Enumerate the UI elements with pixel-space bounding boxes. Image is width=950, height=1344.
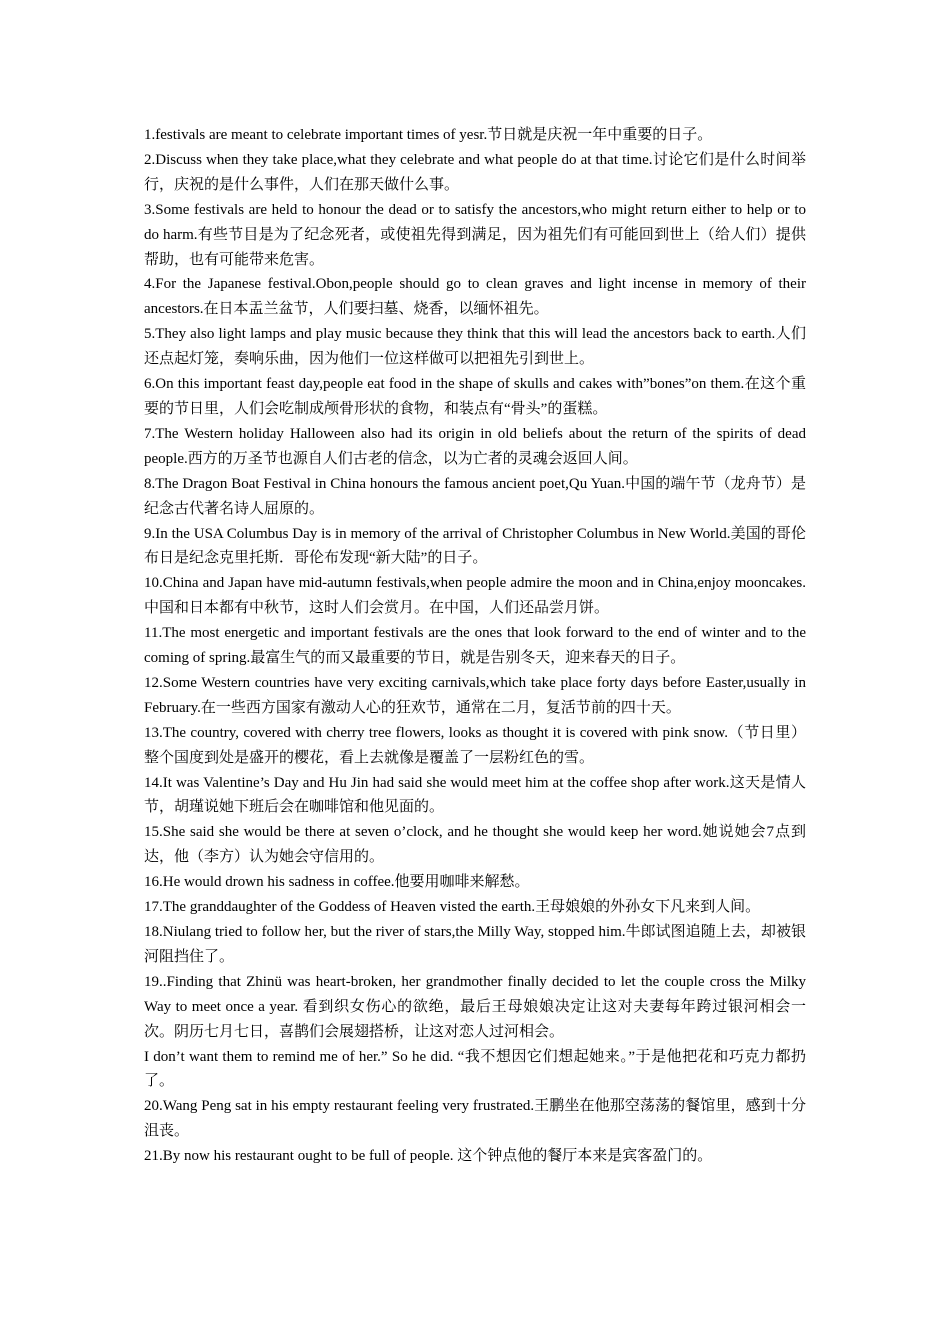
- paragraph-13: 13.The country, covered with cherry tree flowers, looks as thought it is covered with pink snow.（节日里）整个国度到处是盛开的樱花，看上去就像是覆盖了一层粉红色的雪。: [144, 724, 806, 766]
- paragraph-18: 18.Niulang tried to follow her, but the river of stars,the Milly Way, stopped him.牛郎试图追随上去，却被银河阻挡住了。: [144, 924, 806, 965]
- paragraph-5: 5.They also light lamps and play music because they think that this will lead the ancestors back to earth.人们还点起灯笼，奏响乐曲，因为他们一位这样做可以把祖先引到世上。: [144, 326, 806, 368]
- paragraph-14: 14.It was Valentine’s Day and Hu Jin had said she would meet him at the coffee shop after work.这天是情人节，胡瑾说她下班后会在咖啡馆和他见面的。: [144, 774, 806, 816]
- paragraph-3: 3.Some festivals are held to honour the dead or to satisfy the ancestors,who might return either to help or to do harm.有些节目是为了纪念死者，或使祖先得到满足，因为祖先们有可能回到世上（给人们）提供帮助，也有可能带来危害。: [144, 201, 806, 268]
- paragraph-15: 15.She said she would be there at seven o’clock, and he thought she would keep her word.她说她会7点到达，他（李方）认为她会守信用的。: [144, 824, 806, 866]
- paragraph-quote: I don’t want them to remind me of her.” So he did. “我不想因它们想起她来。”于是他把花和巧克力都扔了。: [144, 1048, 806, 1090]
- paragraph-2: 2.Discuss when they take place,what they celebrate and what people do at that time.讨论它们是什么时间举行，庆祝的是什么事件，人们在那天做什么事。: [144, 151, 806, 193]
- paragraph-6: 6.On this important feast day,people eat food in the shape of skulls and cakes with”bones”on them.在这个重要的节日里，人们会吃制成颅骨形状的食物，和装点有“骨头”的蛋糕。: [144, 376, 806, 417]
- paragraph-4: 4.For the Japanese festival.Obon,people should go to clean graves and light incense in memory of their ancestors.在日本盂兰盆节，人们要扫墓、烧香，以缅怀祖先。: [144, 276, 806, 318]
- paragraph-20: 20.Wang Peng sat in his empty restaurant feeling very frustrated.王鹏坐在他那空荡荡的餐馆里，感到十分沮丧。: [144, 1098, 806, 1140]
- paragraph-11: 11.The most energetic and important festivals are the ones that look forward to the end of winter and to the coming of spring.最富生气的而又最重要的节日，就是告别冬天，迎来春天的日子。: [144, 625, 806, 667]
- paragraph-1: 1.festivals are meant to celebrate important times of yesr.节日就是庆祝一年中重要的日子。: [144, 127, 713, 143]
- document-page: [144, 123, 806, 1169]
- paragraph-16: 16.He would drown his sadness in coffee.他要用咖啡来解愁。: [144, 874, 530, 891]
- paragraph-19: 19..Finding that Zhinü was heart-broken, her grandmother finally decided to let the couple cross the Milky Way to meet once a year. 看到织女伤心的欲绝，最后王母娘娘决定让这对夫妻每年跨过银河相会一次。阴历七月七日，喜鹊们会展翅搭桥，让这对恋人过河相会。: [144, 973, 806, 1040]
- paragraph-8: 8.The Dragon Boat Festival in China honours the famous ancient poet,Qu Yuan.中国的端午节（龙舟节）是纪念古代著名诗人屈原的。: [144, 475, 806, 517]
- paragraph-12: 12.Some Western countries have very exciting carnivals,which take place forty days before Easter,usually in February.在一些西方国家有激动人心的狂欢节，通常在二月，复活节前的四十天。: [144, 674, 806, 716]
- paragraph-7: 7.The Western holiday Halloween also had its origin in old beliefs about the return of the spirits of dead people.西方的万圣节也源自人们古老的信念，以为亡者的灵魂会返回人间。: [144, 425, 806, 467]
- paragraph-17: 17.The granddaughter of the Goddess of Heaven visted the earth.王母娘娘的外孙女下凡来到人间。: [144, 899, 761, 916]
- paragraph-21: 21.By now his restaurant ought to be full of people. 这个钟点他的餐厅本来是宾客盈门的。: [144, 1148, 713, 1165]
- paragraph-10: 10.China and Japan have mid-autumn festivals,when people admire the moon and in China,enjoy mooncakes.中国和日本都有中秋节，这时人们会赏月。在中国，人们还品尝月饼。: [144, 575, 806, 617]
- paragraph-9: 9.In the USA Columbus Day is in memory of the arrival of Christopher Columbus in New World.美国的哥伦布日是纪念克里托斯．哥伦布发现“新大陆”的日子。: [144, 525, 806, 567]
